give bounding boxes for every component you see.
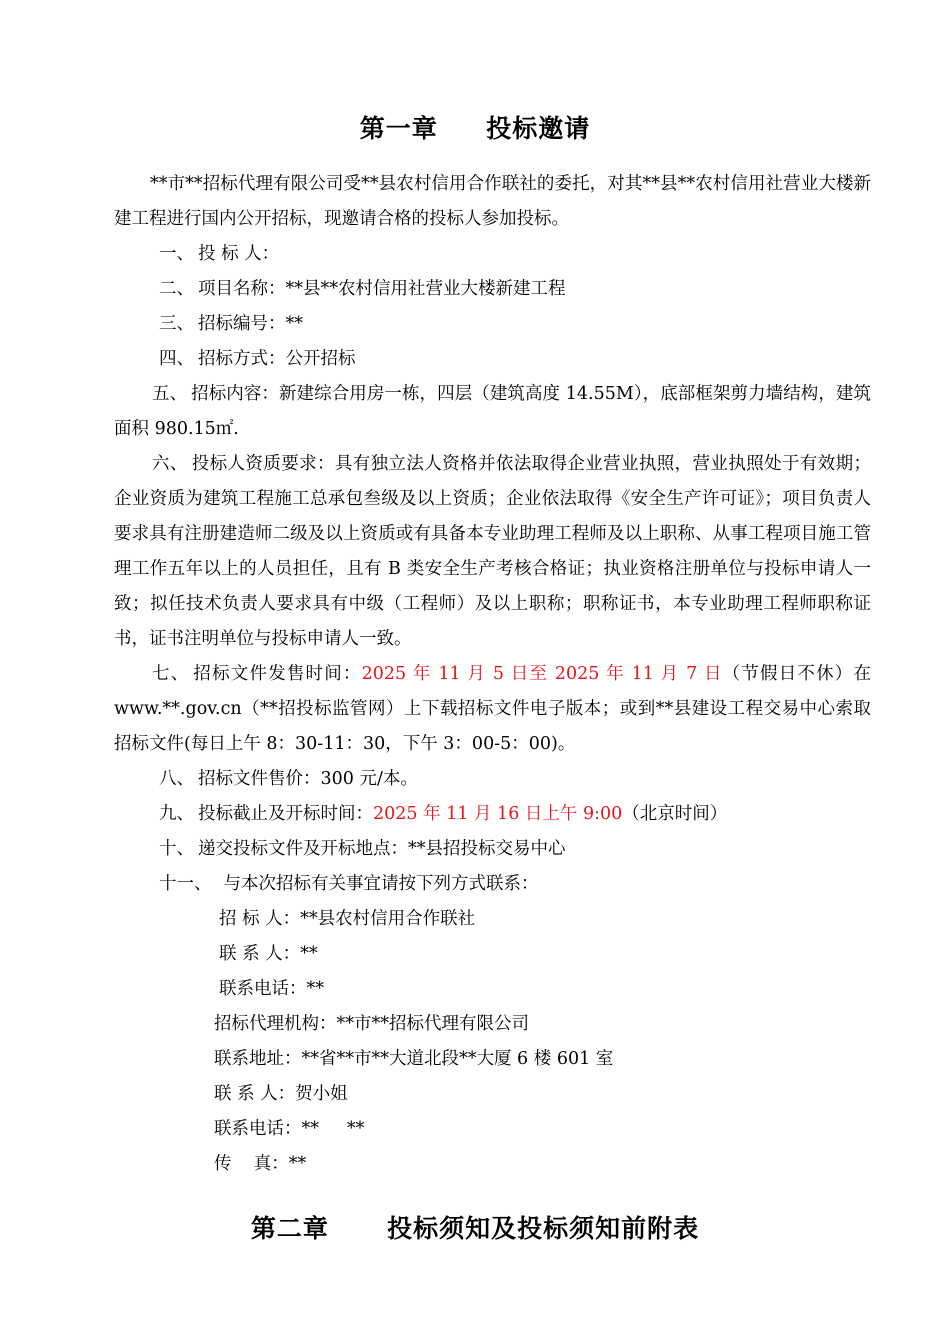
item-2 (157, 272, 566, 307)
contact-fax: 传 真：** (214, 1154, 307, 1174)
item-4-number: 四、 (159, 349, 194, 369)
item-4-text: 招标方式：公开招标 (198, 349, 356, 369)
contact-agency-person: 联 系 人：贺小姐 (214, 1084, 348, 1104)
item-9-text-after: （北京时间） (622, 804, 728, 824)
item-3 (157, 307, 303, 342)
item-1 (157, 237, 279, 272)
item-6-text: 投标人资质要求：具有独立法人资格并依法取得企业营业执照，营业执照处于有效期；企业资质为建筑工程施工总承包叁级及以上资质；企业依法取得《安全生产许可证》；项目负责人要求具有注册建造师二级及以上资质或有具备本专业助理工程师及以上职称、从事工程项目施工管理工作五年以上的人员担任，且有 B 类安全生产考核合格证；执业资格注册单位与投标申请人一致；拟任技术负责人要求具有中级（工程师）及以上职称；职称证书，本专业助理工程师职称证书，证书注明单位与投标申请人一致。 (114, 454, 872, 649)
item-9 (157, 797, 727, 832)
contact-address: 联系地址：**省**市**大道北段**大厦 6 楼 601 室 (214, 1049, 614, 1069)
item-7 (114, 657, 871, 762)
contact-tenderer-phone: 联系电话：** (219, 979, 324, 999)
contact-agency-phone: 联系电话：** ** (214, 1119, 365, 1139)
intro-paragraph: **市**招标代理有限公司受**县农村信用合作联社的委托，对其**县**农村信用社营业大楼新建工程进行国内公开招标，现邀请合格的投标人参加投标。 (114, 174, 871, 229)
item-1-number: 一、 (159, 244, 194, 264)
item-1-text: 投 标 人： (198, 244, 280, 264)
item-9-deadline: 2025 年 11 月 16 日上午 9:00 (373, 804, 623, 824)
contact-tenderer-person: 联 系 人：** (219, 944, 318, 964)
item-6 (114, 447, 871, 657)
item-11-text: 与本次招标有关事宜请按下列方式联系： (223, 874, 539, 894)
item-3-text: 招标编号：** (198, 314, 303, 334)
item-10 (157, 832, 566, 867)
item-8 (157, 762, 418, 797)
item-5-number: 五、 (152, 384, 188, 404)
item-2-number: 二、 (159, 279, 194, 299)
item-11 (157, 867, 539, 902)
chapter-2-title: 第二章 投标须知及投标须知前附表 (250, 1214, 700, 1243)
item-7-sale-dates: 2025 年 11 月 5 日至 2025 年 11 月 7 日 (361, 664, 723, 684)
item-11-number: 十一、 (159, 874, 212, 894)
item-8-number: 八、 (159, 769, 194, 789)
item-6-number: 六、 (152, 454, 188, 474)
item-7-number: 七、 (152, 664, 190, 684)
item-10-number: 十、 (159, 839, 194, 859)
item-9-text-before: 投标截止及开标时间： (198, 804, 373, 824)
item-7-text-before: 招标文件发售时间： (193, 664, 362, 684)
item-4 (157, 342, 356, 377)
item-7-text-after: （节假日不休）在 www.**.gov.cn（**招投标监管网）上下载招标文件电子版本；或到**县建设工程交易中心索取招标文件(每日上午 8：30-11：30，下午 3：00-5：00)。 (114, 664, 872, 754)
chapter-1-title: 第一章 投标邀请 (359, 114, 591, 143)
item-2-text: 项目名称：**县**农村信用社营业大楼新建工程 (198, 279, 566, 299)
item-3-number: 三、 (159, 314, 194, 334)
item-5-text: 招标内容：新建综合用房一栋，四层（建筑高度 14.55M），底部框架剪力墙结构，建筑面积 980.15㎡. (114, 384, 871, 439)
contact-tenderer: 招 标 人：**县农村信用合作联社 (219, 909, 476, 929)
item-9-number: 九、 (159, 804, 194, 824)
item-5 (114, 377, 871, 447)
item-10-text: 递交投标文件及开标地点：**县招投标交易中心 (198, 839, 566, 859)
contact-agency: 招标代理机构：**市**招标代理有限公司 (214, 1014, 529, 1034)
item-8-text: 招标文件售价：300 元/本。 (198, 769, 418, 789)
